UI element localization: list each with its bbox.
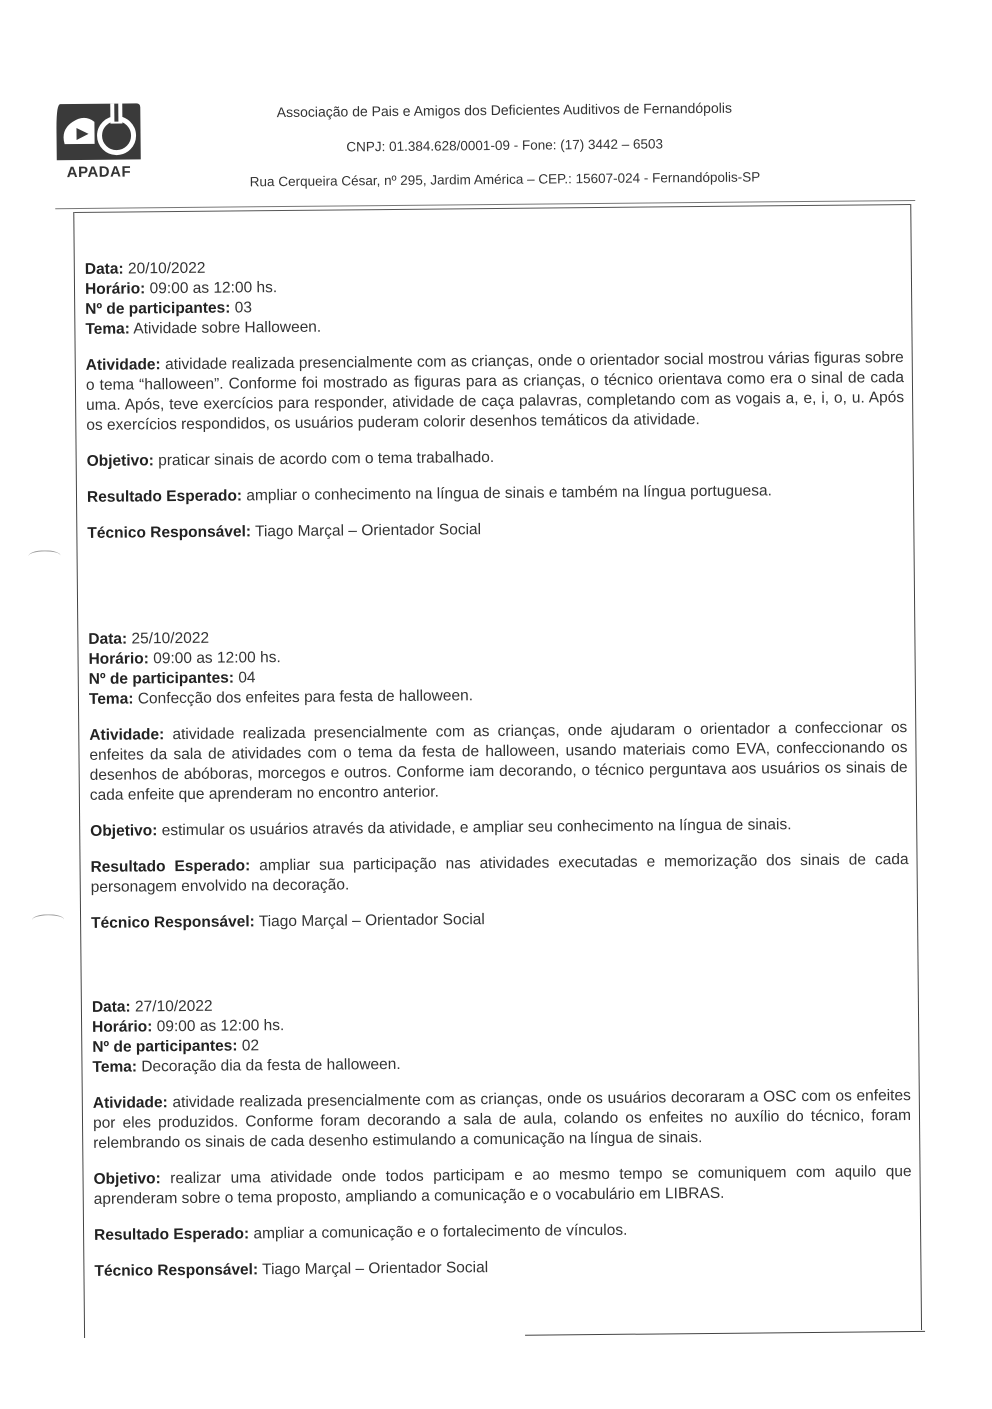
expected-result-label: Resultado Esperado:: [86, 487, 243, 506]
objective-line: [87, 444, 905, 472]
apadaf-logo: [52, 99, 145, 186]
technician-label: Técnico Responsável:: [87, 523, 252, 542]
objective-line: [90, 814, 908, 842]
expected-result-line: [94, 1218, 912, 1246]
margin-mark: [32, 914, 64, 925]
expected-result-label: Resultado Esperado:: [90, 857, 251, 876]
activity-label: Atividade:: [92, 1094, 168, 1112]
time-value: 09:00 as 12:00 hs.: [156, 1017, 285, 1036]
participants-value: 03: [234, 299, 253, 317]
report-box: [73, 204, 922, 1338]
technician-label: Técnico Responsável:: [91, 913, 255, 932]
technician-name: Tiago Marçal – Orientador Social: [262, 1259, 489, 1279]
expected-result-text: ampliar sua participação nas atividades executadas e memorização dos sinais de cada personagem envolvido na decoração.: [90, 851, 909, 896]
logo-text: APADAF: [66, 163, 132, 182]
theme-label: Tema:: [85, 320, 130, 338]
activity-paragraph: [89, 718, 908, 806]
address: Rua Cerqueira César, nº 295, Jardim América – CEP.: 15607-024 - Fernandópolis-SP: [249, 169, 761, 190]
expected-result-line: [90, 850, 908, 898]
activity-label: Atividade:: [85, 356, 161, 374]
technician-name: Tiago Marçal – Orientador Social: [258, 911, 485, 931]
activity-text: atividade realizada presencialmente com as crianças, onde o orientador social mostrou várias figuras sobre o tema “halloween”. Conforme foi mostrado as figuras para as crianças, o técnico orientava como era o sinal de cada uma. Após, teve exercícios para responder, atividade de caça palavras, completando com as vogais a, e, i, o, u. Após os exercícios respondidos, os usuários puderam colorir desenhos temáticos da atividade.: [85, 349, 905, 434]
time-value: 09:00 as 12:00 hs.: [149, 279, 278, 298]
time-label: Horário:: [84, 280, 146, 298]
objective-text: estimular os usuários através da atividade, e ampliar seu conhecimento na língua de sinais.: [161, 816, 792, 840]
theme-value: Decoração dia da festa de halloween.: [141, 1055, 401, 1076]
participants-value: 04: [238, 669, 256, 687]
activity-entry: [85, 252, 906, 544]
technician-name: Tiago Marçal – Orientador Social: [254, 521, 482, 541]
technician-label: Técnico Responsável:: [94, 1261, 259, 1280]
theme-value: Atividade sobre Halloween.: [133, 318, 322, 338]
technician-line: [87, 516, 905, 544]
activity-entry: [88, 622, 909, 934]
participants-label: Nº de participantes:: [88, 669, 235, 688]
objective-label: Objetivo:: [93, 1170, 161, 1188]
date-value: 25/10/2022: [131, 629, 210, 648]
objective-label: Objetivo:: [90, 822, 158, 840]
technician-line: [91, 906, 909, 934]
objective-text: praticar sinais de acordo com o tema trabalhado.: [158, 449, 495, 470]
objective-label: Objetivo:: [86, 452, 154, 470]
theme-value: Confecção dos enfeites para festa de halloween.: [137, 687, 474, 708]
expected-result-text: ampliar a comunicação e o fortalecimento de vínculos.: [253, 1221, 628, 1243]
activity-paragraph: [93, 1086, 912, 1154]
organization-name: Associação de Pais e Amigos dos Deficientes Auditivos de Fernandópolis: [276, 99, 733, 121]
objective-text: realizar uma atividade onde todos participam e ao mesmo tempo se comuniquem com aquilo que aprenderam sobre o tema proposto, ampliando a comunicação e o vocabulário em LIBRAS.: [93, 1163, 912, 1208]
objective-line: [93, 1162, 911, 1210]
date-label: Data:: [91, 998, 131, 1016]
box-bottom-border: [525, 1331, 925, 1336]
participants-value: 02: [241, 1037, 260, 1055]
date-value: 27/10/2022: [134, 997, 213, 1016]
date-label: Data:: [84, 260, 124, 278]
activity-text: atividade realizada presencialmente com as crianças, onde ajudaram o orientador a confeccionar os enfeites da sala de atividades com o tema da festa de halloween, usando materiais como EVA, confeccionando os desenhos de abóboras, morcegos e outros. Conforme iam decorando, o técnico perguntava aos usuários os sinais de cada enfeite que aprenderam no encontro anterior.: [89, 719, 908, 804]
activity-paragraph: [86, 348, 905, 436]
participants-label: Nº de participantes:: [85, 299, 231, 318]
time-label: Horário:: [92, 1018, 153, 1036]
expected-result-label: Resultado Esperado:: [94, 1225, 250, 1244]
cnpj-phone: CNPJ: 01.384.628/0001-09 - Fone: (17) 3442 – 6503: [346, 136, 664, 155]
theme-label: Tema:: [92, 1058, 138, 1076]
expected-result-text: ampliar o conhecimento na língua de sinais e também na língua portuguesa.: [246, 482, 773, 505]
date-value: 20/10/2022: [127, 259, 206, 278]
date-label: Data:: [88, 630, 128, 648]
box-top-border: [74, 204, 910, 213]
technician-line: [94, 1254, 912, 1282]
margin-mark: [29, 550, 61, 561]
activity-label: Atividade:: [89, 726, 165, 744]
time-value: 09:00 as 12:00 hs.: [153, 649, 281, 668]
expected-result-line: [87, 480, 905, 508]
participants-label: Nº de participantes:: [92, 1037, 238, 1056]
theme-label: Tema:: [88, 690, 134, 708]
ear-logo-icon: [54, 99, 143, 164]
activity-entry: [92, 990, 913, 1282]
activity-text: atividade realizada presencialmente com as crianças, onde os usuários decoraram a OSC com os enfeites por eles produzidos. Conforme foram decorando a sala de aula, colando os enfeites no auxílio do técnico, foram relembrando os sinais de cada desenho estimulando a comunicação na língua de sinais.: [92, 1087, 912, 1152]
time-label: Horário:: [88, 650, 149, 668]
